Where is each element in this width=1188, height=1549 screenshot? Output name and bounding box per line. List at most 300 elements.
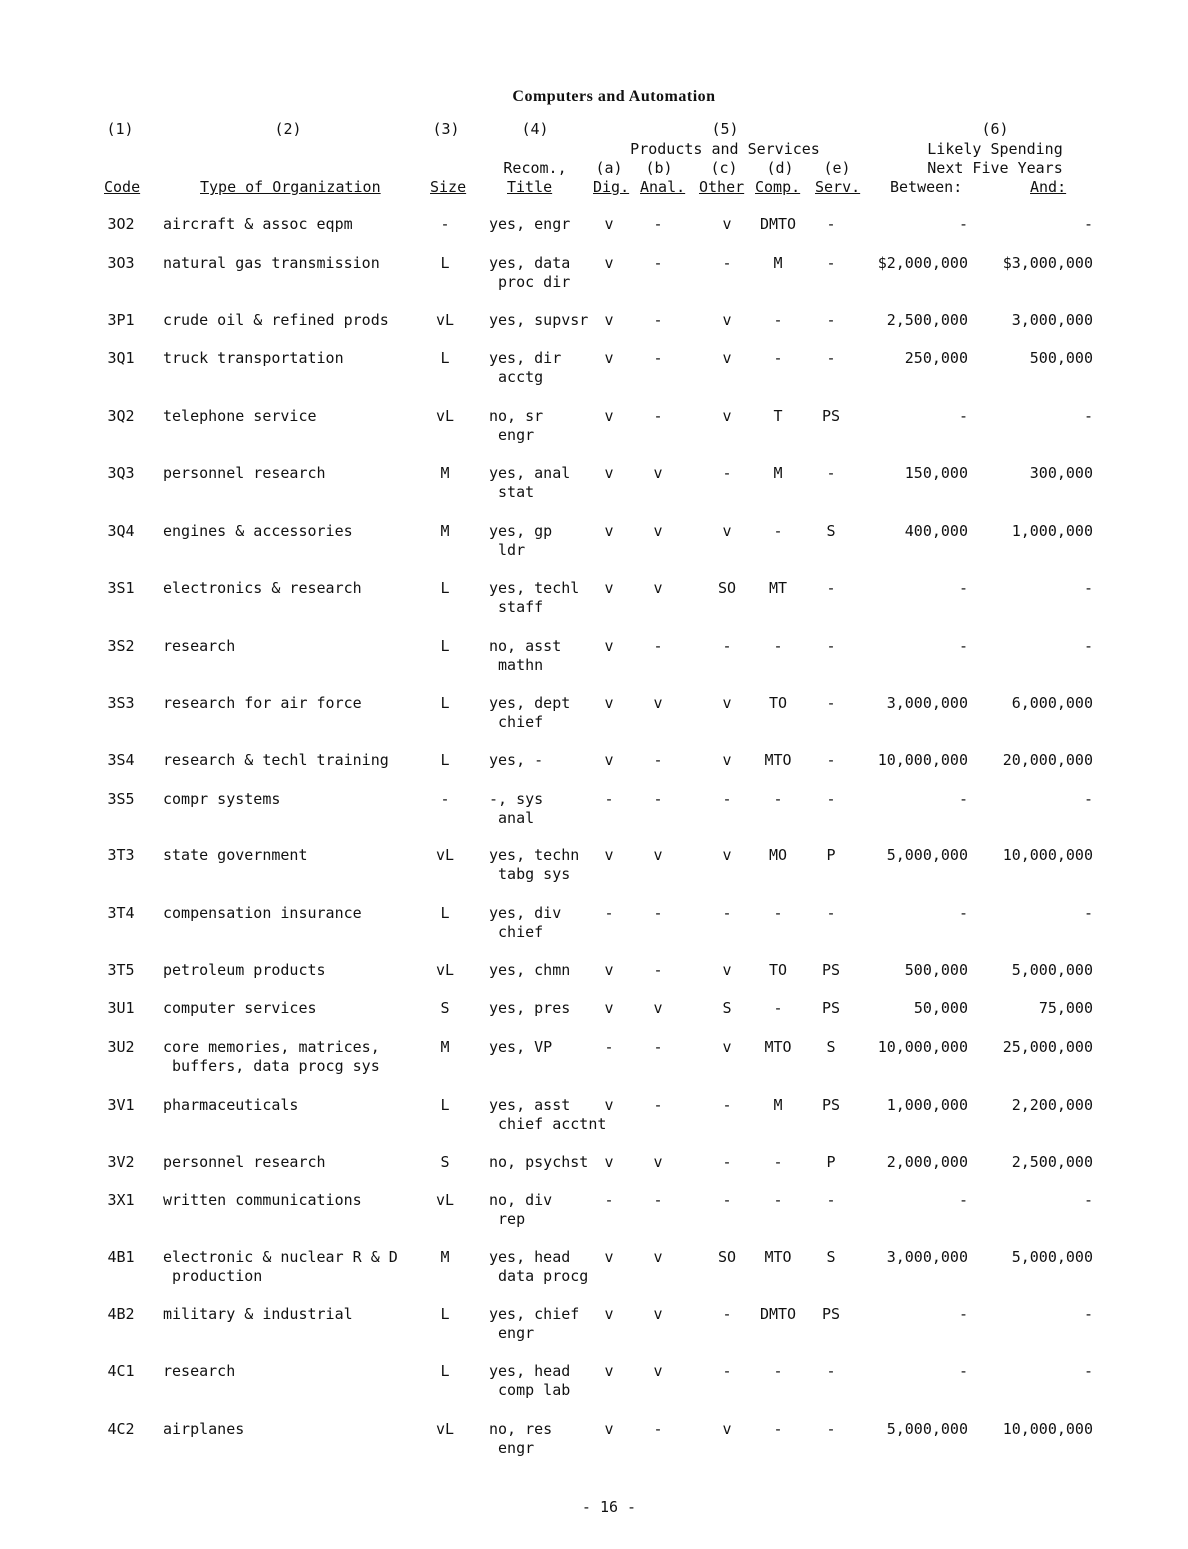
row-digital: v <box>604 637 614 655</box>
table-row <box>0 1191 1188 1248</box>
row-organization-type: written communications <box>163 1191 362 1209</box>
row-size: L <box>440 1096 450 1114</box>
row-digital: v <box>604 579 614 597</box>
row-organization-type: research <box>163 1362 236 1380</box>
comp-heading: Comp. <box>755 178 801 196</box>
row-spending-and: - <box>1083 904 1093 922</box>
row-analog: v <box>653 464 663 482</box>
col-2-number: (2) <box>274 120 302 138</box>
row-organization-type: core memories, matrices, buffers, data procg sys <box>163 1038 380 1075</box>
row-organization-type: pharmaceuticals <box>163 1096 299 1114</box>
row-services: - <box>826 1191 836 1209</box>
row-analog: - <box>653 1096 663 1114</box>
row-other: SO <box>717 579 737 597</box>
row-code: 4C2 <box>107 1420 135 1438</box>
row-spending-and: 10,000,000 <box>1002 1420 1093 1438</box>
dig-heading: Dig. <box>593 178 630 196</box>
row-recom-title: yes, head data procg <box>489 1248 589 1285</box>
row-components: M <box>773 254 783 272</box>
row-components: - <box>773 522 783 540</box>
row-analog: - <box>653 407 663 425</box>
row-components: - <box>773 311 783 329</box>
sub-e-heading: (e) <box>823 159 851 177</box>
row-code: 3V2 <box>107 1153 135 1171</box>
table-row <box>0 1362 1188 1419</box>
row-components: - <box>773 1362 783 1380</box>
row-analog: v <box>653 1153 663 1171</box>
row-spending-between: - <box>958 579 968 597</box>
row-analog: - <box>653 790 663 808</box>
row-other: - <box>722 1362 732 1380</box>
row-spending-and: 5,000,000 <box>1011 1248 1093 1266</box>
row-recom-title: yes, div chief <box>489 904 562 941</box>
table-row <box>0 1420 1188 1477</box>
row-components: DMTO <box>759 1305 797 1323</box>
row-digital: v <box>604 1248 614 1266</box>
row-recom-title: yes, engr <box>489 215 571 233</box>
row-code: 4B2 <box>107 1305 135 1323</box>
row-recom-title: yes, data proc dir <box>489 254 571 291</box>
row-code: 3S3 <box>107 694 135 712</box>
row-other: - <box>722 1096 732 1114</box>
and-heading: And: <box>1030 178 1067 196</box>
row-spending-and: 75,000 <box>1038 999 1093 1017</box>
row-recom-title: yes, anal stat <box>489 464 571 501</box>
row-analog: v <box>653 579 663 597</box>
products-services-heading: Products and Services <box>630 140 820 158</box>
row-services: PS <box>821 1305 841 1323</box>
row-spending-between: 10,000,000 <box>877 751 968 769</box>
row-spending-and: 2,500,000 <box>1011 1153 1093 1171</box>
row-code: 3Q3 <box>107 464 135 482</box>
row-analog: - <box>653 349 663 367</box>
table-row <box>0 522 1188 579</box>
row-code: 3X1 <box>107 1191 135 1209</box>
row-organization-type: compr systems <box>163 790 281 808</box>
table-row <box>0 254 1188 311</box>
row-components: - <box>773 1420 783 1438</box>
row-analog: - <box>653 1420 663 1438</box>
row-other: S <box>722 999 732 1017</box>
row-code: 3S5 <box>107 790 135 808</box>
row-organization-type: research for air force <box>163 694 362 712</box>
row-services: - <box>826 311 836 329</box>
row-spending-between: 50,000 <box>913 999 968 1017</box>
row-components: - <box>773 349 783 367</box>
row-components: MTO <box>764 1038 792 1056</box>
row-organization-type: engines & accessories <box>163 522 353 540</box>
row-components: MO <box>768 846 788 864</box>
row-other: - <box>722 1305 732 1323</box>
row-spending-between: - <box>958 1305 968 1323</box>
row-spending-and: 500,000 <box>1029 349 1093 367</box>
row-spending-between: - <box>958 790 968 808</box>
row-recom-title: no, asst mathn <box>489 637 562 674</box>
row-spending-between: 3,000,000 <box>886 1248 968 1266</box>
row-spending-between: 1,000,000 <box>886 1096 968 1114</box>
row-digital: v <box>604 999 614 1017</box>
row-size: L <box>440 579 450 597</box>
row-code: 3T3 <box>107 846 135 864</box>
row-spending-between: $2,000,000 <box>877 254 968 272</box>
row-other: - <box>722 790 732 808</box>
title-heading: Title <box>507 178 553 196</box>
row-recom-title: yes, - <box>489 751 544 769</box>
row-services: - <box>826 464 836 482</box>
row-spending-between: 150,000 <box>904 464 968 482</box>
row-analog: - <box>653 215 663 233</box>
row-organization-type: military & industrial <box>163 1305 353 1323</box>
col-3-number: (3) <box>432 120 460 138</box>
table-row <box>0 637 1188 694</box>
page-title: Computers and Automation <box>512 88 716 105</box>
row-other: SO <box>717 1248 737 1266</box>
row-recom-title: no, psychst <box>489 1153 589 1171</box>
row-digital: v <box>604 961 614 979</box>
row-organization-type: state government <box>163 846 308 864</box>
row-other: - <box>722 464 732 482</box>
page-number: - 16 - <box>581 1498 637 1516</box>
row-spending-between: - <box>958 637 968 655</box>
row-digital: - <box>604 904 614 922</box>
row-components: M <box>773 464 783 482</box>
row-recom-title: yes, pres <box>489 999 571 1017</box>
row-digital: v <box>604 694 614 712</box>
row-digital: v <box>604 254 614 272</box>
row-spending-and: 3,000,000 <box>1011 311 1093 329</box>
row-code: 3U1 <box>107 999 135 1017</box>
row-organization-type: airplanes <box>163 1420 245 1438</box>
row-analog: - <box>653 637 663 655</box>
row-spending-and: - <box>1083 637 1093 655</box>
row-spending-between: - <box>958 407 968 425</box>
row-organization-type: natural gas transmission <box>163 254 380 272</box>
row-code: 3V1 <box>107 1096 135 1114</box>
row-organization-type: electronics & research <box>163 579 362 597</box>
row-size: L <box>440 751 450 769</box>
row-organization-type: crude oil & refined prods <box>163 311 389 329</box>
row-code: 3P1 <box>107 311 135 329</box>
anal-heading: Anal. <box>640 178 686 196</box>
row-spending-between: 10,000,000 <box>877 1038 968 1056</box>
row-analog: - <box>653 904 663 922</box>
row-size: L <box>440 694 450 712</box>
row-organization-type: petroleum products <box>163 961 326 979</box>
row-analog: v <box>653 694 663 712</box>
row-digital: v <box>604 751 614 769</box>
row-services: - <box>826 254 836 272</box>
row-components: - <box>773 904 783 922</box>
row-other: v <box>722 349 732 367</box>
row-spending-between: 5,000,000 <box>886 1420 968 1438</box>
row-analog: - <box>653 961 663 979</box>
row-services: PS <box>821 407 841 425</box>
row-spending-between: 2,500,000 <box>886 311 968 329</box>
row-digital: - <box>604 1038 614 1056</box>
row-services: - <box>826 215 836 233</box>
table-row <box>0 846 1188 903</box>
row-spending-between: 400,000 <box>904 522 968 540</box>
row-analog: v <box>653 1305 663 1323</box>
row-spending-and: - <box>1083 215 1093 233</box>
row-size: vL <box>435 1420 455 1438</box>
likely-spending-heading: Likely Spending <box>927 140 1063 158</box>
row-size: L <box>440 637 450 655</box>
table-row <box>0 1305 1188 1362</box>
row-analog: v <box>653 846 663 864</box>
row-other: v <box>722 751 732 769</box>
row-size: L <box>440 349 450 367</box>
row-services: S <box>826 522 836 540</box>
row-size: vL <box>435 961 455 979</box>
row-other: v <box>722 846 732 864</box>
row-spending-between: - <box>958 1362 968 1380</box>
row-code: 3O2 <box>107 215 135 233</box>
row-spending-and: 6,000,000 <box>1011 694 1093 712</box>
row-other: - <box>722 1153 732 1171</box>
next-five-years-heading: Next Five Years <box>927 159 1063 177</box>
table-row <box>0 349 1188 406</box>
sub-b-heading: (b) <box>645 159 673 177</box>
row-recom-title: yes, chief engr <box>489 1305 580 1342</box>
row-components: - <box>773 999 783 1017</box>
row-size: M <box>440 522 450 540</box>
col-6-number: (6) <box>981 120 1009 138</box>
row-services: - <box>826 751 836 769</box>
row-services: P <box>826 1153 836 1171</box>
sub-a-heading: (a) <box>595 159 623 177</box>
row-components: DMTO <box>759 215 797 233</box>
row-spending-and: - <box>1083 579 1093 597</box>
row-services: - <box>826 790 836 808</box>
row-digital: v <box>604 311 614 329</box>
row-code: 3S4 <box>107 751 135 769</box>
row-analog: - <box>653 254 663 272</box>
row-recom-title: yes, supvsr <box>489 311 589 329</box>
row-spending-and: 300,000 <box>1029 464 1093 482</box>
row-digital: v <box>604 522 614 540</box>
row-spending-and: - <box>1083 1305 1093 1323</box>
row-components: T <box>773 407 783 425</box>
row-components: TO <box>768 694 788 712</box>
row-spending-and: 25,000,000 <box>1002 1038 1093 1056</box>
row-size: L <box>440 1362 450 1380</box>
table-row <box>0 1248 1188 1305</box>
row-spending-and: - <box>1083 1191 1093 1209</box>
row-analog: v <box>653 522 663 540</box>
row-spending-and: 10,000,000 <box>1002 846 1093 864</box>
row-code: 3Q2 <box>107 407 135 425</box>
table-row <box>0 407 1188 464</box>
col-4-number: (4) <box>521 120 549 138</box>
row-code: 3T5 <box>107 961 135 979</box>
table-row <box>0 904 1188 961</box>
row-organization-type: compensation insurance <box>163 904 362 922</box>
row-code: 3Q4 <box>107 522 135 540</box>
row-analog: - <box>653 1038 663 1056</box>
row-recom-title: yes, gp ldr <box>489 522 553 559</box>
row-size: vL <box>435 407 455 425</box>
row-code: 3S2 <box>107 637 135 655</box>
row-recom-title: yes, dept chief <box>489 694 571 731</box>
row-components: M <box>773 1096 783 1114</box>
row-size: S <box>440 1153 450 1171</box>
row-spending-between: - <box>958 904 968 922</box>
row-size: L <box>440 254 450 272</box>
row-size: vL <box>435 1191 455 1209</box>
row-services: PS <box>821 1096 841 1114</box>
row-size: vL <box>435 846 455 864</box>
row-spending-between: 250,000 <box>904 349 968 367</box>
row-services: - <box>826 1362 836 1380</box>
row-recom-title: no, sr engr <box>489 407 544 444</box>
row-organization-type: personnel research <box>163 1153 326 1171</box>
row-spending-and: 1,000,000 <box>1011 522 1093 540</box>
row-size: L <box>440 904 450 922</box>
row-digital: v <box>604 1420 614 1438</box>
row-components: - <box>773 790 783 808</box>
row-size: M <box>440 464 450 482</box>
row-spending-between: 5,000,000 <box>886 846 968 864</box>
row-components: - <box>773 1191 783 1209</box>
sub-c-heading: (c) <box>710 159 738 177</box>
row-services: - <box>826 694 836 712</box>
row-size: - <box>440 790 450 808</box>
row-spending-between: 2,000,000 <box>886 1153 968 1171</box>
row-size: M <box>440 1248 450 1266</box>
row-services: - <box>826 349 836 367</box>
row-services: S <box>826 1248 836 1266</box>
row-organization-type: computer services <box>163 999 317 1017</box>
table-row <box>0 694 1188 751</box>
row-recom-title: no, div rep <box>489 1191 553 1228</box>
row-organization-type: research <box>163 637 236 655</box>
row-recom-title: yes, head comp lab <box>489 1362 571 1399</box>
row-digital: v <box>604 407 614 425</box>
row-components: - <box>773 637 783 655</box>
other-heading: Other <box>699 178 745 196</box>
row-digital: - <box>604 1191 614 1209</box>
row-spending-and: 5,000,000 <box>1011 961 1093 979</box>
row-recom-title: yes, techn tabg sys <box>489 846 580 883</box>
row-size: M <box>440 1038 450 1056</box>
row-spending-and: - <box>1083 790 1093 808</box>
row-other: v <box>722 522 732 540</box>
row-other: v <box>722 215 732 233</box>
between-heading: Between: <box>890 178 963 196</box>
row-organization-type: personnel research <box>163 464 326 482</box>
sub-d-heading: (d) <box>766 159 794 177</box>
row-components: - <box>773 1153 783 1171</box>
row-recom-title: no, res engr <box>489 1420 553 1457</box>
row-services: - <box>826 1420 836 1438</box>
row-spending-between: - <box>958 215 968 233</box>
row-other: v <box>722 311 732 329</box>
size-heading: Size <box>430 178 467 196</box>
row-services: - <box>826 637 836 655</box>
row-digital: v <box>604 1362 614 1380</box>
row-other: v <box>722 1038 732 1056</box>
row-analog: - <box>653 1191 663 1209</box>
table-row <box>0 579 1188 636</box>
row-spending-and: 20,000,000 <box>1002 751 1093 769</box>
row-other: v <box>722 694 732 712</box>
row-digital: v <box>604 349 614 367</box>
row-size: vL <box>435 311 455 329</box>
table-row <box>0 790 1188 847</box>
row-spending-between: - <box>958 1191 968 1209</box>
row-code: 3O3 <box>107 254 135 272</box>
row-services: PS <box>821 961 841 979</box>
row-digital: - <box>604 790 614 808</box>
row-spending-between: 500,000 <box>904 961 968 979</box>
row-code: 3U2 <box>107 1038 135 1056</box>
row-digital: v <box>604 846 614 864</box>
row-recom-title: yes, VP <box>489 1038 553 1056</box>
row-spending-and: $3,000,000 <box>1002 254 1093 272</box>
table-row <box>0 1096 1188 1153</box>
row-organization-type: aircraft & assoc eqpm <box>163 215 353 233</box>
row-organization-type: telephone service <box>163 407 317 425</box>
row-recom-title: -, sys anal <box>489 790 544 827</box>
row-other: - <box>722 904 732 922</box>
row-components: TO <box>768 961 788 979</box>
row-code: 3Q1 <box>107 349 135 367</box>
row-organization-type: truck transportation <box>163 349 344 367</box>
row-recom-title: yes, techl staff <box>489 579 580 616</box>
row-other: v <box>722 1420 732 1438</box>
row-components: MTO <box>764 751 792 769</box>
row-organization-type: research & techl training <box>163 751 389 769</box>
col-1-number: (1) <box>106 120 134 138</box>
row-other: v <box>722 961 732 979</box>
serv-heading: Serv. <box>815 178 861 196</box>
row-recom-title: yes, asst chief acctnt <box>489 1096 607 1133</box>
row-spending-and: - <box>1083 407 1093 425</box>
row-services: P <box>826 846 836 864</box>
row-size: - <box>440 215 450 233</box>
code-heading: Code <box>104 178 141 196</box>
row-digital: v <box>604 1305 614 1323</box>
row-code: 4B1 <box>107 1248 135 1266</box>
table-row <box>0 1038 1188 1095</box>
row-analog: - <box>653 311 663 329</box>
table-row <box>0 464 1188 521</box>
row-other: - <box>722 254 732 272</box>
row-code: 3S1 <box>107 579 135 597</box>
row-code: 4C1 <box>107 1362 135 1380</box>
recom-heading: Recom., <box>503 159 567 177</box>
row-other: - <box>722 637 732 655</box>
row-spending-between: 3,000,000 <box>886 694 968 712</box>
row-digital: v <box>604 1096 614 1114</box>
row-analog: - <box>653 751 663 769</box>
row-size: S <box>440 999 450 1017</box>
row-digital: v <box>604 1153 614 1171</box>
row-spending-and: - <box>1083 1362 1093 1380</box>
row-digital: v <box>604 464 614 482</box>
row-services: PS <box>821 999 841 1017</box>
row-size: L <box>440 1305 450 1323</box>
row-analog: v <box>653 1362 663 1380</box>
row-analog: v <box>653 1248 663 1266</box>
row-components: MT <box>768 579 788 597</box>
row-components: MTO <box>764 1248 792 1266</box>
row-code: 3T4 <box>107 904 135 922</box>
row-organization-type: electronic & nuclear R & D production <box>163 1248 398 1285</box>
row-spending-and: 2,200,000 <box>1011 1096 1093 1114</box>
row-services: - <box>826 904 836 922</box>
